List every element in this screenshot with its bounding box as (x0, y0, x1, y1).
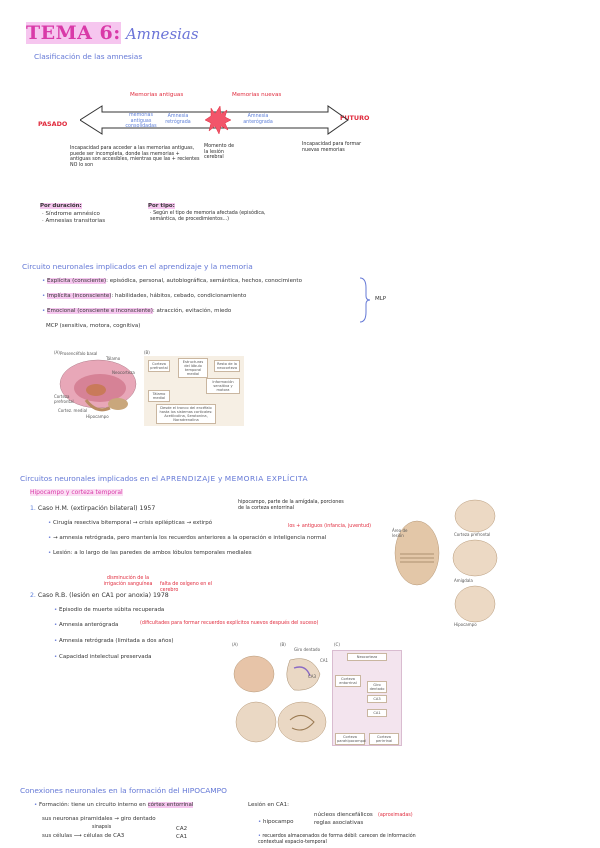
fig2-box-entorrinal: Corteza entorrinal (335, 675, 361, 687)
label-memorias-antiguas: Memorias antiguas (130, 92, 184, 98)
case1-item-3: • Lesión: a lo largo de las paredes de ambos lóbulos temporales mediales (48, 550, 252, 556)
text-incapacidad-formar: Incapacidad para formar nuevas memorias (302, 142, 362, 153)
fig1-box-tronco: Desde el tronco del encéfalo hasta los sistemas corticales: Acetilcolina, Serotonina, Noradrenalina (156, 404, 216, 424)
hip-circuit-line-1: sus neuronas piramidales → giro dentado (42, 816, 156, 822)
lesion-ca1-item-2: reglas asociativas (314, 820, 364, 826)
label-por-tipo: Por tipo: (148, 203, 175, 209)
section-heading-circuitos: Circuito neuronales implicados en el aprendizaje y la memoria (22, 262, 253, 271)
case1-item-2: • → amnesia retrógrada, pero mantenía los recuerdos anteriores a la operación e inteligencia normal (48, 535, 327, 541)
fig-right-hipocampo: Hipocampo (454, 622, 477, 627)
text-mlp: MLP (375, 296, 387, 302)
case2-item-2: • Amnesia anterógrada (54, 622, 119, 628)
fig2-box-ca3: CA3 (367, 695, 387, 703)
label-por-duracion: Por duración: (40, 203, 82, 209)
fig1-flow-panel (144, 356, 244, 426)
duracion-item-1: · Síndrome amnésico (42, 211, 100, 217)
lesion-ca1-recuerdos: • recuerdos almacenados de forma débil: carecen de información contextual espacio-temporal (258, 834, 416, 845)
fig1-text-talamo: Tálamo (106, 356, 121, 361)
circuit-item-emocional: • Emocional (consciente e inconsciente): atracción, evitación, miedo (42, 308, 232, 314)
case2-item-3: • Amnesia retrógrada (limitada a dos años) (54, 638, 174, 644)
case2-title: 2. Caso R.B. (lesión en CA1 por anoxia) 1978 (30, 592, 169, 599)
section-heading-conexiones: Conexiones neuronales en la formación del HIPOCAMPO (20, 786, 227, 795)
fig2-box-perirrinal: Corteza perirrinal (369, 733, 399, 745)
section-heading-clasificacion: Clasificación de las amnesias (34, 52, 143, 61)
coronal-slices-illustration (450, 498, 500, 626)
hippocampus-illustration (232, 648, 330, 748)
extirpo-list: hipocampo, parte de la amígdala, porciones de la corteza entorrinal (238, 500, 344, 511)
section-heading-explicita: Circuitos neuronales implicados en el APRENDIZAJE y MEMORIA EXPLÍCITA (20, 474, 309, 483)
fig1-box-info-sensitiva: Información sensitiva y motora (206, 378, 240, 394)
circuit-item-implicita: • Implícita (inconsciente): habilidades, hábitos, cebado, condicionamiento (42, 293, 247, 299)
brace-mlp (358, 276, 372, 324)
fig1-text-corteza-medial: Cortez. medial (58, 408, 88, 413)
label-pasado: PASADO (38, 120, 68, 128)
fig1-text-prosencefalo: Prosencéfalo basal (60, 351, 98, 356)
hip-circuit-sinapsis: sinapsis (92, 825, 112, 830)
title-sub: Amnesias (125, 25, 199, 43)
case2-note-irrigacion: disminución de la irrigación sanguínea (103, 576, 153, 587)
fig1-box-talamo-medial: Tálamo medial (148, 390, 170, 402)
brain-sagittal-illustration (56, 356, 140, 416)
figure-hippocampus-anatomy (232, 642, 404, 750)
fig-right-area-lesion: Área de lesión (392, 528, 408, 538)
fig1-box-neocorteza: Resto de la neocorteza (214, 360, 240, 372)
lesion-ca1-item-1: núcleos diencefálicos (314, 812, 373, 818)
fig1-text-neocorteza: Neocorteza (112, 370, 135, 375)
case1-item-1: • Cirugía resectiva bitemporal → crisis epilépticas → extirpó (48, 520, 213, 526)
fig2-text-giro-dentado: Giro dentado (294, 647, 321, 652)
figure-hm-brain-slices (392, 498, 508, 630)
fig2-box-neocorteza: Neocorteza (347, 653, 387, 661)
subheading-hipocampo: Hipocampo y corteza temporal (30, 489, 123, 496)
fig2-text-ca1: CA1 (320, 658, 329, 663)
fig2-flow-panel (332, 650, 402, 746)
text-amnesia-retrograda: Amnesia retrógrada (165, 114, 191, 125)
figure-memoria-circuitos (52, 348, 246, 430)
antero-note: (dificultades para formar recuerdos explícitos nuevos después del suceso) (140, 621, 319, 626)
fig-right-amigdala: Amígdala (454, 578, 473, 583)
hip-circuit-ca1: CA1 (176, 834, 188, 840)
duracion-item-2: · Amnesias transitorias (42, 218, 106, 224)
case1-title: 1. Caso H.M. (extirpación bilateral) 1957 (30, 505, 156, 512)
title-main: TEMA 6: (26, 22, 121, 44)
formacion-line: • Formación: tiene un circuito interno en córtex entorrinal (34, 802, 194, 808)
hip-circuit-ca2: CA2 (176, 826, 188, 832)
timeline-arrow (80, 100, 350, 140)
fig2-box-giro: Giro dentado (367, 681, 387, 693)
fig1-box-temporal: Estructuras del lóbulo temporal medial (178, 358, 208, 378)
fig2-label-c: (C) (334, 642, 340, 647)
label-memorias-nuevas: Memorias nuevas (232, 92, 282, 98)
lesion-ca1-hipocampo: • hipocampo (258, 819, 294, 825)
lesion-ca1-heading: Lesión en CA1: (248, 802, 289, 808)
case2-item-1: • Episodio de muerte súbita recuperada (54, 607, 165, 613)
text-incapacidad-acceder: Incapacidad para acceder a las memorias antiguas, puede ser incompleta, donde las memorias + antiguas son accesibles, mientras que las + recientes NO lo son (70, 146, 200, 168)
fig2-box-ca1: CA1 (367, 709, 387, 717)
label-futuro: FUTURO (340, 114, 370, 122)
extirpo-note: los + antiguos (infancia, juventud) (288, 524, 371, 529)
fig2-box-parahipocampal: Corteza parahipocampal (337, 735, 367, 743)
text-amnesia-anterograda: Amnesia anterógrada (243, 114, 273, 125)
text-mcp: MCP (sensitiva, motora, cognitiva) (46, 323, 141, 329)
case2-item-4: • Capacidad intelectual preservada (54, 654, 152, 660)
fig2-label-a: (A) (232, 642, 238, 647)
fig2-label-b: (B) (280, 642, 286, 647)
tipo-item-1: · Según el tipo de memoria afectada (episódica, semántica, de procedimientos...) (150, 211, 266, 222)
fig1-label-a: (A) (54, 350, 60, 355)
text-memorias-consolidadas: memorias antiguas consolidadas (125, 113, 157, 130)
circuit-item-explicita: • Explícita (consciente): episódica, personal, autobiográfica, semántica, hechos, conocimiento (42, 278, 302, 284)
page-title (26, 22, 199, 44)
fig1-text-corteza-prefrontal: Corteza prefrontal (54, 394, 74, 404)
fig2-text-ca3: CA3 (308, 674, 317, 679)
text-momento-lesion: Momento de la lesión cerebral (204, 144, 235, 161)
fig1-label-b: (B) (144, 350, 150, 355)
fig1-box-prefrontal: Corteza prefrontal (148, 360, 170, 372)
fig-right-prefrontal: Corteza prefrontal (454, 532, 491, 537)
case2-note-oxigeno: falta de oxígeno en el cerebro (160, 582, 213, 593)
hip-circuit-line-2: sus células ⟶ células de CA3 (42, 833, 125, 839)
fig1-text-hipocampo: Hipocampo (86, 414, 109, 419)
lesion-ca1-aprox: (aproximadas) (378, 813, 413, 818)
